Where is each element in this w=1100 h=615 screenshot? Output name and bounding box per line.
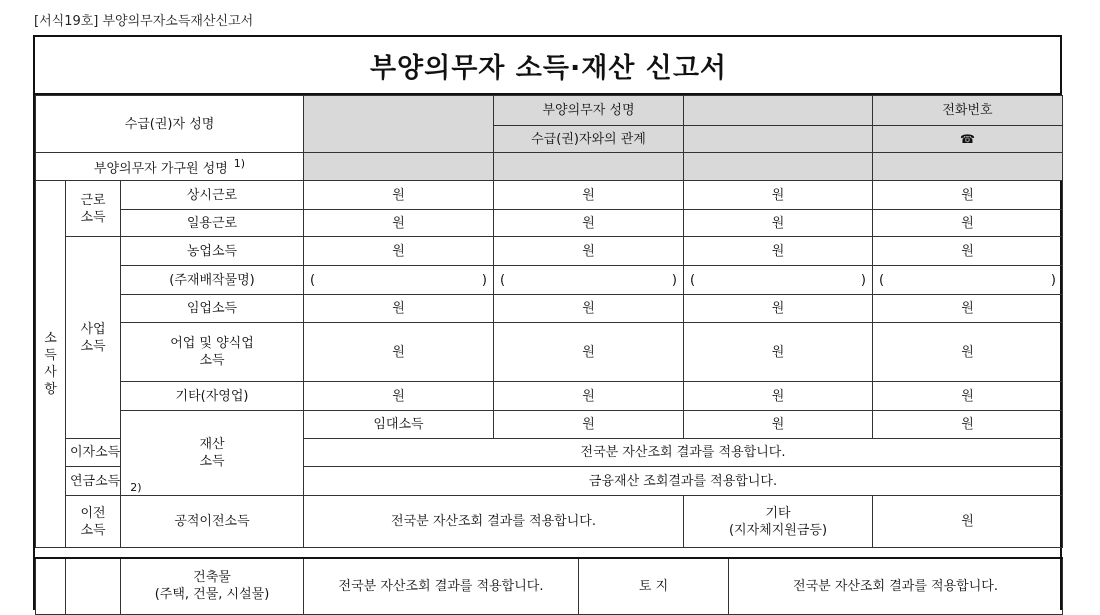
amount-cell[interactable]: 원 <box>873 411 1063 439</box>
paren-open: ( <box>690 272 696 288</box>
property-blank <box>66 558 121 614</box>
daily-labor-label: 일용근로 <box>121 210 304 237</box>
relation-label: 수급(권)자와의 관계 <box>494 126 684 153</box>
land-note: 전국분 자산조회 결과를 적용합니다. <box>729 558 1063 614</box>
farm-income-label: 농업소득 <box>121 237 304 266</box>
property-table <box>35 557 1063 615</box>
amount-cell[interactable]: 원 <box>873 210 1063 237</box>
phone-field[interactable] <box>873 126 1063 153</box>
labor-income-label: 근로 소득 <box>66 181 121 237</box>
crop-name-field[interactable] <box>684 266 873 295</box>
amount-cell[interactable]: 원 <box>873 323 1063 382</box>
amount-cell[interactable]: 원 <box>873 181 1063 210</box>
amount-cell[interactable]: 원 <box>494 411 684 439</box>
paren-close: ) <box>860 272 866 288</box>
household-member-2[interactable] <box>494 153 684 181</box>
recipient-name-label: 수급(권)자 성명 <box>36 96 304 153</box>
household-member-4[interactable] <box>873 153 1063 181</box>
paren-close: ) <box>671 272 677 288</box>
page-title: 부양의무자 소득·재산 신고서 <box>35 37 1062 95</box>
amount-cell[interactable]: 원 <box>494 237 684 266</box>
amount-cell[interactable]: 원 <box>494 295 684 323</box>
interest-income-label: 이자소득 <box>66 439 121 467</box>
amount-cell[interactable]: 원 <box>304 382 494 411</box>
income-section-label: 소 득 사 항 <box>36 181 66 548</box>
public-transfer-label: 공적이전소득 <box>121 496 304 548</box>
farm-crop-label: (주재배작물명) <box>121 266 304 295</box>
income-table <box>35 95 1063 548</box>
amount-cell[interactable]: 원 <box>873 295 1063 323</box>
amount-cell[interactable]: 원 <box>684 237 873 266</box>
amount-cell[interactable]: 원 <box>304 181 494 210</box>
property-section-label <box>36 558 66 614</box>
fishery-income-label: 어업 및 양식업 소득 <box>121 323 304 382</box>
household-member-1[interactable] <box>304 153 494 181</box>
amount-cell[interactable]: 원 <box>304 295 494 323</box>
amount-cell[interactable]: 원 <box>304 237 494 266</box>
report-form <box>33 35 1062 610</box>
amount-cell[interactable]: 원 <box>684 210 873 237</box>
obligor-name-field[interactable] <box>684 96 873 126</box>
amount-cell[interactable]: 원 <box>494 323 684 382</box>
form-reference: [서식19호] 부양의무자소득재산신고서 <box>34 14 254 29</box>
amount-cell[interactable]: 원 <box>873 237 1063 266</box>
household-member-3[interactable] <box>684 153 873 181</box>
phone-label: 전화번호 <box>873 96 1063 126</box>
amount-cell[interactable]: 원 <box>684 382 873 411</box>
rental-income-label: 임대소득 <box>304 411 494 439</box>
household-footnote: 1) <box>233 157 246 171</box>
crop-name-field[interactable] <box>494 266 684 295</box>
paren-open: ( <box>879 272 885 288</box>
business-income-label: 사업 소득 <box>66 237 121 439</box>
regular-labor-label: 상시근로 <box>121 181 304 210</box>
amount-cell[interactable]: 원 <box>494 382 684 411</box>
paren-close: ) <box>481 272 487 288</box>
pension-income-label: 연금소득 $_{2)}$ <box>66 467 121 496</box>
building-note: 전국분 자산조회 결과를 적용합니다. <box>304 558 579 614</box>
pension-note: 금융재산 조회결과를 적용합니다. <box>304 467 1063 496</box>
pension-footnote: 2) <box>130 480 142 494</box>
forestry-income-label: 임업소득 <box>121 295 304 323</box>
paren-close: ) <box>1050 272 1056 288</box>
paren-open: ( <box>500 272 506 288</box>
other-support-label: 기타 (지자체지원금등) <box>684 496 873 548</box>
land-label: 토 지 <box>579 558 729 614</box>
transfer-income-label: 이전 소득 <box>66 496 121 548</box>
recipient-name-field[interactable] <box>304 96 494 153</box>
building-label: 건축물 (주택, 건물, 시설물) <box>121 558 304 614</box>
paren-open: ( <box>310 272 316 288</box>
obligor-name-label: 부양의무자 성명 <box>494 96 684 126</box>
public-transfer-note: 전국분 자산조회 결과를 적용합니다. <box>304 496 684 548</box>
crop-name-field[interactable] <box>304 266 494 295</box>
amount-cell[interactable]: 원 <box>304 210 494 237</box>
amount-cell[interactable]: 원 <box>873 382 1063 411</box>
amount-cell[interactable]: 원 <box>684 295 873 323</box>
relation-field[interactable] <box>684 126 873 153</box>
amount-cell[interactable]: 원 <box>873 496 1063 548</box>
amount-cell[interactable]: 원 <box>304 323 494 382</box>
amount-cell[interactable]: 원 <box>494 210 684 237</box>
crop-name-field[interactable] <box>873 266 1063 295</box>
amount-cell[interactable]: 원 <box>494 181 684 210</box>
interest-note: 전국분 자산조회 결과를 적용합니다. <box>304 439 1063 467</box>
property-income-label: 재산 소득 <box>121 411 304 496</box>
household-label: 부양의무자 가구원 성명 $^{1)}$ <box>36 153 304 181</box>
phone-icon: ☎ <box>960 131 975 146</box>
other-selfemployed-label: 기타(자영업) <box>121 382 304 411</box>
amount-cell[interactable]: 원 <box>684 411 873 439</box>
amount-cell[interactable]: 원 <box>684 323 873 382</box>
amount-cell[interactable]: 원 <box>684 181 873 210</box>
